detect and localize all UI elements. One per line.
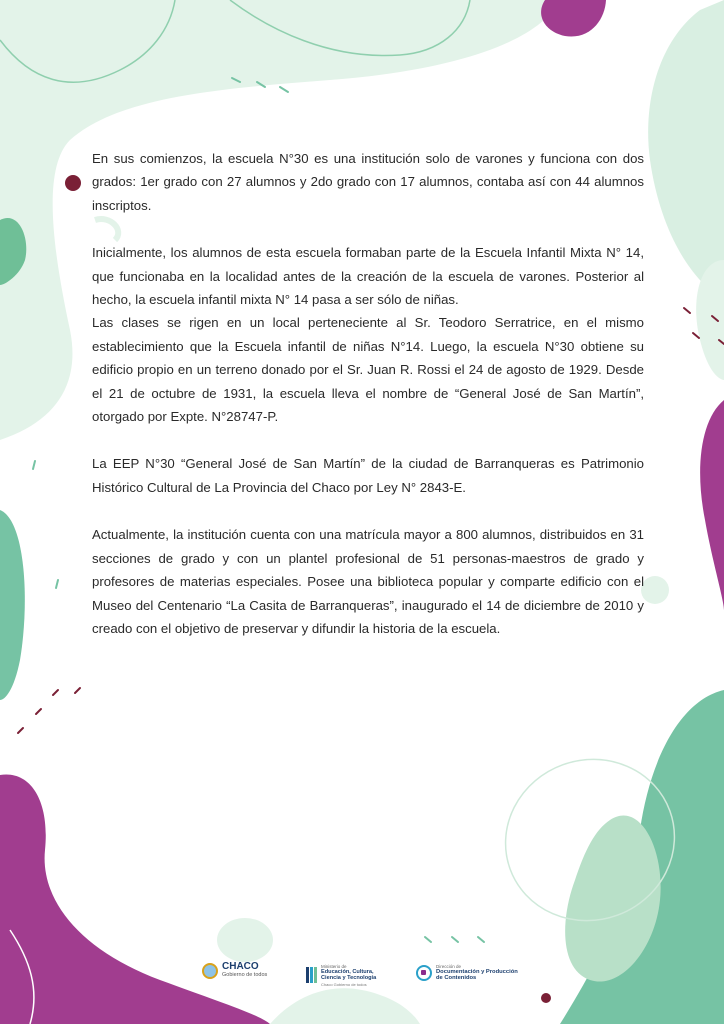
direction-emblem-icon [416, 965, 432, 981]
chaco-title: CHACO [222, 961, 259, 972]
paragraph-current: Actualmente, la institución cuenta con una matrícula mayor a 800 alumnos, distribuidos en 31 secciones de grado y con un plantel profesional de 51 personas-maestros de grado y profesores de materias especiales. Posee una biblioteca popular y comparte edificio con el Museo del Centenario “La Casita de Barranqueras”, inaugurado el 14 de diciembre de 2010 y creado con el objetivo de preservar y difundir la historia de la escuela. [92, 527, 644, 636]
paragraph-building: Las clases se rigen en un local perteneciente al Sr. Teodoro Serratrice, en el mismo establecimiento que la Escuela infantil de niñas N°14. Luego, la escuela N°30 obtiene su edificio propio en un terreno donado por el Sr. Juan R. Rossi el 24 de agosto de 1929. Desde el 21 de octubre de 1931, la escuela lleva el nombre de “General José de San Martín”, otorgado por Expte. N°28747-P. [92, 315, 644, 425]
ministry-bars-icon [306, 967, 317, 983]
ministry-small: Ministerio de [321, 964, 347, 969]
ministry-line2: Ciencia y Tecnología [321, 975, 377, 982]
ministry-line1: Educación, Cultura, [321, 969, 374, 975]
paragraph-origins: Inicialmente, los alumnos de esta escuela formaban parte de la Escuela Infantil Mixta N° 14, que funcionaba en la localidad antes de la creación de la escuela de varones. Posterior al hecho, la escuela infantil mixta N° 14 pasa a ser sólo de niñas. [92, 245, 644, 308]
sun-emblem-icon [202, 963, 218, 979]
ministry-logo [306, 964, 376, 987]
chaco-subtitle: Gobierno de todos [222, 972, 268, 978]
direction-logo [416, 964, 518, 982]
paragraph-beginnings: En sus comienzos, la escuela N°30 es una institución solo de varones y funciona con dos grados: 1er grado con 27 alumnos y 2do grado con 17 alumnos, contaba así con 44 alumnos inscriptos. [92, 151, 644, 213]
ministry-sub: Chaco Gobierno de todos [321, 981, 367, 987]
direction-line2: de Contenidos [436, 975, 477, 982]
document-body [92, 147, 644, 664]
chaco-logo [202, 962, 267, 979]
direction-line1: Documentación y Producción [436, 969, 518, 975]
paragraph-heritage: La EEP N°30 “General José de San Martín” de la ciudad de Barranqueras es Patrimonio Histórico Cultural de La Provincia del Chaco por Ley N° 2843-E. [92, 456, 644, 495]
footer-logos [0, 962, 724, 992]
direction-small: Dirección de [436, 964, 462, 969]
